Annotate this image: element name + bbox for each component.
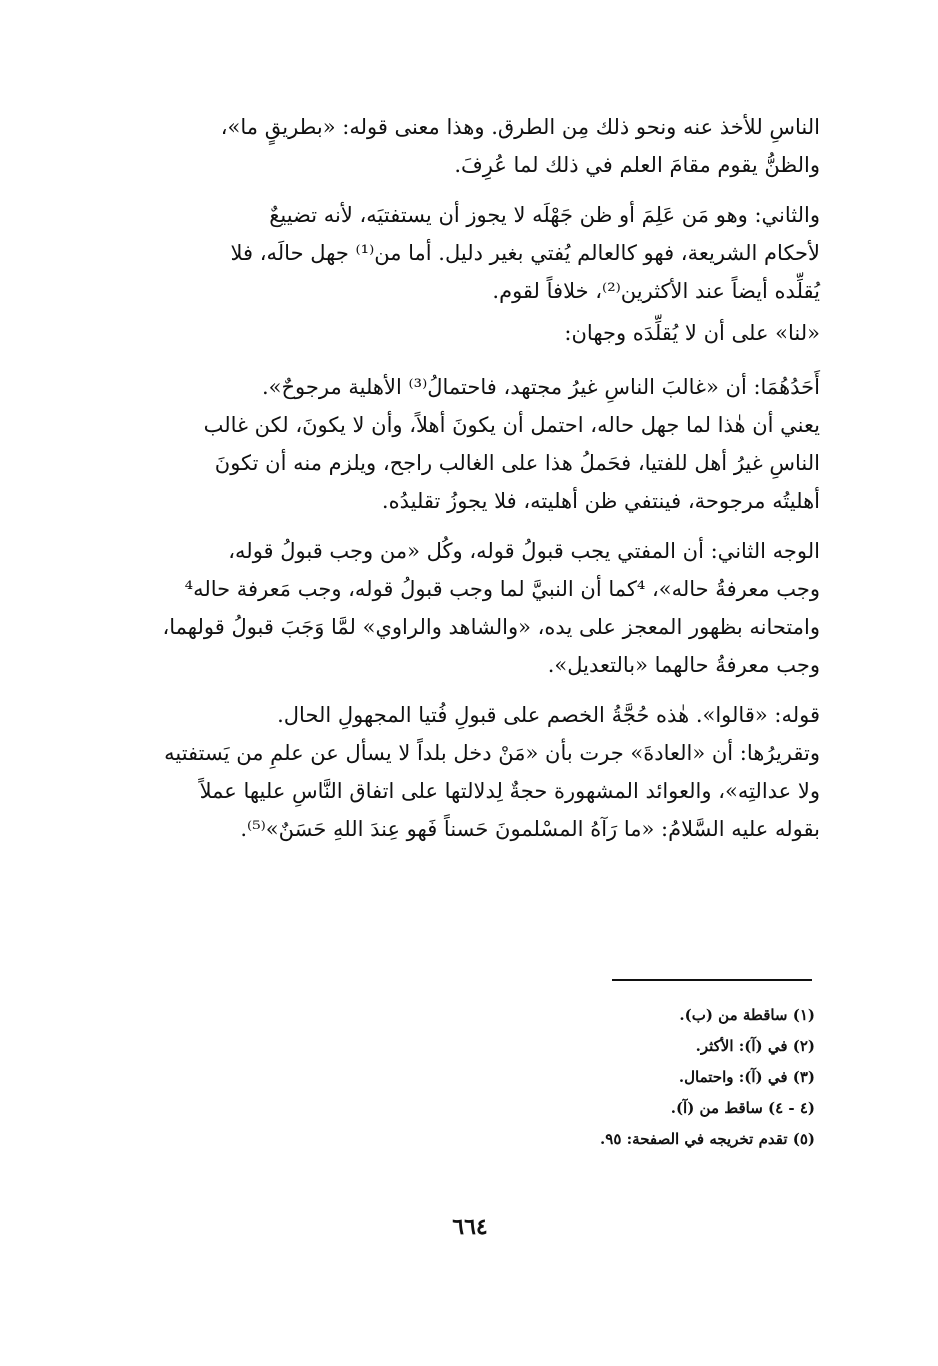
paragraph-5 [100, 532, 820, 684]
text-line: وجب معرفةُ حاله»، ⁴كما أن النبيَّ لما وجب قبولُ قوله، وجب مَعرفة حاله⁴ [184, 577, 820, 601]
text-line: يُقلِّده أيضاً عند الأكثرين⁽²⁾، خلافاً لقوم. [492, 279, 820, 303]
footnote-2: (٢) في (آ): الأكثر. [695, 1037, 815, 1055]
text-line: الناسِ غيرُ أهل للفتيا، فحَملُ هذا على الغالب راجح، ويلزم منه أن تكونَ [214, 451, 820, 475]
text-line: أَحَدُهُمَا: أن «غالبَ الناسِ غيرُ مجتهد، فاحتمالُ⁽³⁾ الأهلية مرجوحٌ». [261, 375, 820, 399]
text-line: والثاني: وهو مَن عَلِمَ أو ظن جَهْلَه لا يجوز أن يستفتيَه، لأنه تضييعٌ [269, 203, 820, 227]
footnote-5: (٥) تقدم تخريجه في الصفحة: ٩٥. [600, 1130, 815, 1148]
page-number: ٦٦٤ [452, 1214, 488, 1240]
paragraph-2 [100, 196, 820, 310]
text-line: وتقريرُها: أن «العادةَ» جرت بأن «مَنْ دخل بلداً لا يسأل عن علمِ من يَستفتيه [164, 741, 820, 765]
text-line: بقوله عليه السَّلامُ: «ما رَآهُ المسْلمونَ حَسناً فَهو عِندَ اللهِ حَسَنٌ»⁽⁵⁾. [240, 817, 820, 841]
text-line: أهليتُه مرجوحة، فينتفي ظن أهليته، فلا يجوزُ تقليدُه. [381, 489, 820, 513]
footnote-1: (١) ساقطة من (ب). [679, 1006, 815, 1024]
text-line: الناسِ للأخذ عنه ونحو ذلك مِن الطرق. وهذا معنى قوله: «بطريقٍ ما»، [220, 115, 820, 139]
footnote-4: (٤ - ٤) ساقط من (آ). [670, 1099, 815, 1117]
text-line: لأحكام الشريعة، فهو كالعالم يُفتي بغير دليل. أما من⁽¹⁾ جهل حالَه، فلا [230, 241, 820, 265]
text-line: يعني أن هٰذا لما جهل حاله، احتمل أن يكونَ أهلاً، وأن لا يكونَ، لكن غالب [203, 413, 820, 437]
footnote-3: (٣) في (آ): واحتمال. [678, 1068, 815, 1086]
paragraph-4 [100, 368, 820, 520]
text-line: وجب معرفةُ حالهما «بالتعديل». [547, 653, 820, 677]
text-line: الوجه الثاني: أن المفتي يجب قبولُ قوله، وكُل «من وجب قبولُ قوله، [228, 539, 820, 563]
text-line: ولا عدالتِه»، والعوائد المشهورة حجةٌ لِدلالتها على اتفاق النَّاسِ عليها عملاً [199, 779, 820, 803]
paragraph-6 [100, 696, 820, 848]
paragraph-3 [100, 314, 820, 352]
paragraph-1 [100, 108, 820, 184]
text-line: والظنُّ يقوم مقامَ العلم في ذلك لما عُرِفَ. [454, 153, 820, 177]
footnote-divider [612, 979, 812, 981]
text-line: وامتحانه بظهور المعجز على يده، «والشاهد والراوي» لمَّا وَجَبَ قبولُ قولهما، [162, 615, 820, 639]
main-text-body [100, 108, 820, 860]
footnotes-section [420, 1000, 815, 1155]
text-line: قوله: «قالوا». هٰذه حُجَّةُ الخصم على قبولِ فُتيا المجهولِ الحال. [277, 703, 820, 727]
text-line: «لنا» على أن لا يُقلِّدَه وجهان: [564, 321, 820, 345]
